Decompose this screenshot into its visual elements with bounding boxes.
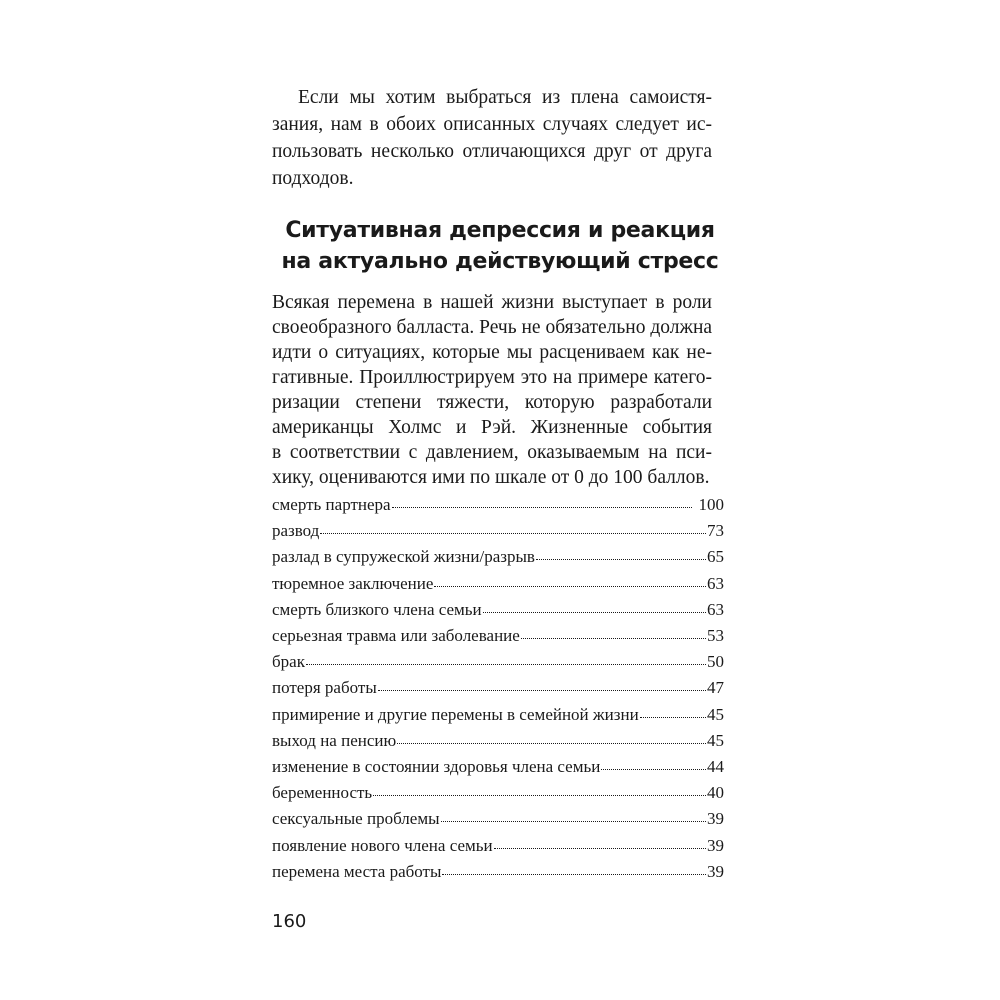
intro-line: Если мы хотим выбраться из плена самоистя- [298, 87, 712, 108]
intro-paragraph [272, 84, 712, 192]
event-label: беременность [272, 783, 373, 803]
heading-line: на актуально действующий стресс [281, 249, 719, 274]
dot-leader [320, 533, 706, 534]
dot-leader [434, 586, 706, 587]
list-item [272, 754, 724, 780]
body-line: хику, оцениваются ими по шкале от 0 до 100 баллов. [272, 467, 710, 488]
list-item [272, 623, 724, 649]
event-score: 47 [707, 678, 724, 698]
event-label: примирение и другие перемены в семейной жизни [272, 704, 639, 724]
intro-line: пользовать несколько отличающихся друг от друга [272, 141, 712, 162]
list-item [272, 675, 724, 701]
list-item [272, 649, 724, 675]
event-label: разлад в супружеской жизни/разрыв [272, 547, 535, 567]
body-line: идти о ситуациях, которые мы расцениваем как не- [272, 342, 712, 363]
heading-line: Ситуативная депрессия и реакция [285, 218, 715, 243]
event-score: 53 [707, 626, 724, 646]
body-line: Всякая перемена в нашей жизни выступает в роли [272, 292, 712, 313]
event-label: смерть партнера [272, 495, 391, 514]
life-events-list [272, 492, 724, 885]
dot-leader [601, 769, 706, 770]
intro-line: зания, нам в обоих описанных случаях следует ис- [272, 114, 712, 135]
dot-leader [442, 874, 706, 875]
event-label: брак [272, 652, 305, 672]
dot-leader [378, 690, 706, 691]
dot-leader [640, 717, 706, 718]
body-line: ризации степени тяжести, которую разработали [272, 392, 712, 413]
dot-leader [392, 507, 692, 508]
dot-leader [441, 821, 706, 822]
list-item [272, 728, 724, 754]
list-item [272, 780, 724, 806]
event-score: 63 [707, 573, 724, 593]
event-score: 39 [707, 861, 724, 881]
dot-leader [373, 795, 706, 796]
event-label: смерть близкого члена семьи [272, 599, 482, 619]
page-number: 160 [272, 911, 307, 932]
event-score: 65 [707, 547, 724, 567]
event-score: 50 [707, 652, 724, 672]
dot-leader [536, 559, 706, 560]
list-item [272, 806, 724, 832]
dot-leader [521, 638, 706, 639]
event-label: сексуальные проблемы [272, 809, 440, 829]
event-score: 40 [707, 783, 724, 803]
list-item [272, 518, 724, 544]
event-score: 44 [707, 757, 724, 777]
list-item [272, 492, 724, 518]
dot-leader [494, 848, 706, 849]
dot-leader [306, 664, 706, 665]
event-score: 39 [707, 835, 724, 855]
body-line: в соответствии с давлением, оказываемым на пси- [272, 442, 712, 463]
body-line: гативные. Проиллюстрируем это на примере катего- [272, 367, 712, 388]
list-item [272, 544, 724, 570]
list-item [272, 833, 724, 859]
event-score: 45 [707, 704, 724, 724]
dot-leader [483, 612, 706, 613]
event-score: 73 [707, 521, 724, 541]
list-item [272, 702, 724, 728]
event-label: появление нового члена семьи [272, 835, 493, 855]
event-score: 100 [698, 495, 724, 514]
list-item [272, 597, 724, 623]
event-label: выход на пенсию [272, 730, 397, 750]
event-label: потеря работы [272, 678, 377, 698]
intro-line: подходов. [272, 168, 354, 189]
body-paragraph [272, 290, 712, 490]
event-label: изменение в состоянии здоровья члена семьи [272, 757, 601, 777]
dot-leader [397, 743, 706, 744]
body-line: своеобразного балласта. Речь не обязательно должна [272, 317, 713, 338]
event-score: 39 [707, 809, 724, 829]
event-label: перемена места работы [272, 861, 442, 881]
event-label: серьезная травма или заболевание [272, 626, 520, 646]
list-item [272, 859, 724, 885]
event-label: тюремное заключение [272, 573, 434, 593]
event-score: 63 [707, 599, 724, 619]
event-score: 45 [707, 730, 724, 750]
event-label: развод [272, 521, 320, 541]
section-heading [272, 215, 728, 277]
list-item [272, 571, 724, 597]
body-line: американцы Холмс и Рэй. Жизненные события [272, 417, 712, 438]
